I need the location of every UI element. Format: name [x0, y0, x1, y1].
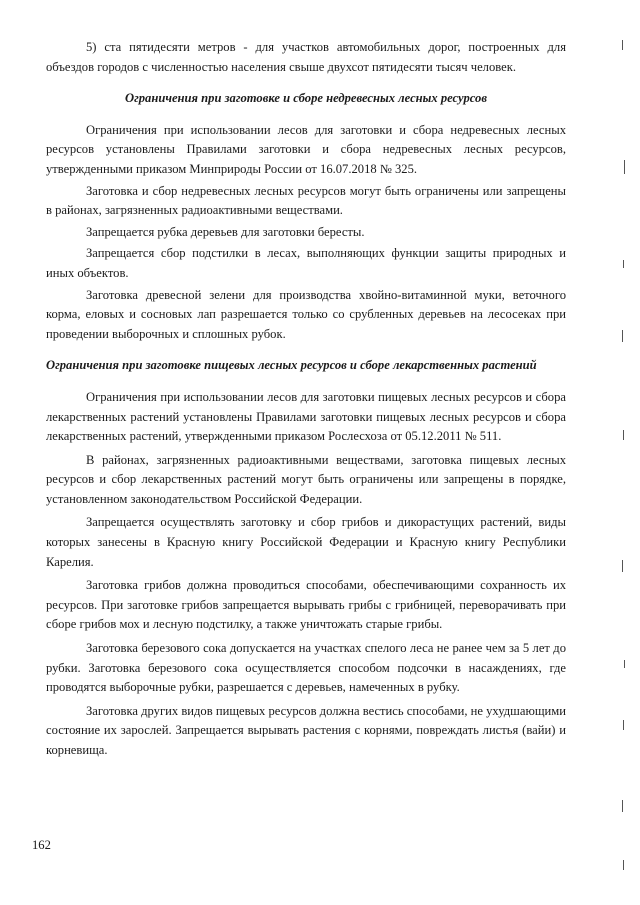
paragraph: Запрещается сбор подстилки в лесах, выполняющих функции защиты природных и иных объектов. — [46, 246, 566, 280]
paragraph: Заготовка грибов должна проводиться способами, обеспечивающими сохранность их ресурсов. При заготовке грибов запрещается вырывать грибы с грибницей, переворачивать при сборе грибов мох и лесную подстилку, а также уничтожать старые грибы. — [46, 578, 566, 632]
section-heading-nonwood: Ограничения при заготовке и сборе недревесных лесных ресурсов — [125, 91, 487, 106]
paragraph: Ограничения при использовании лесов для заготовки пищевых лесных ресурсов и сбора лекарственных растений установлены Правилами заготовки пищевых лесных ресурсов и сбора лекарственных растений, утвержденными приказом Рослесхоза от 05.12.2011 № 511. — [46, 389, 566, 444]
paragraph: В районах, загрязненных радиоактивными веществами, заготовка пищевых лесных ресурсов и сбор лекарственных растений могут быть ограничены или запрещены в порядке, установленном законодательством Российской Федерации. — [46, 452, 566, 506]
page-body — [46, 38, 566, 763]
scan-edge-marks — [610, 0, 640, 905]
section-heading-food: Ограничения при заготовке пищевых лесных ресурсов и сборе лекарственных растений — [46, 358, 537, 373]
paragraph: Заготовка березового сока допускается на участках спелого леса не ранее чем за 5 лет до рубки. Заготовка березового сока осуществляется способом подсочки в насаждениях, где проводятся выборочные рубки, разрешается с деревьев, намеченных в рубку. — [46, 641, 566, 695]
page-number: 162 — [32, 838, 51, 852]
paragraph: Ограничения при использовании лесов для заготовки и сбора недревесных лесных ресурсов установлены Правилами заготовки и сбора недревесных лесных ресурсов, утвержденными приказом Минприроды России от 16.07.2018 № 325. — [46, 122, 566, 176]
intro-paragraph: 5) ста пятидесяти метров - для участков автомобильных дорог, построенных для объездов городов с численностью населения свыше двухсот пятидесяти тысяч человек. — [46, 40, 566, 74]
paragraph: Запрещается осуществлять заготовку и сбор грибов и дикорастущих растений, виды которых занесены в Красную книгу Российской Федерации и Красную книгу Республики Карелия. — [46, 515, 566, 569]
paragraph: Заготовка других видов пищевых ресурсов должна вестись способами, не ухудшающими состояние их зарослей. Запрещается вырывать растения с корнями, повреждать листья (вайи) и корневища. — [46, 703, 566, 757]
paragraph: Заготовка и сбор недревесных лесных ресурсов могут быть ограничены или запрещены в районах, загрязненных радиоактивными веществами. — [46, 183, 566, 218]
paragraph: Запрещается рубка деревьев для заготовки бересты. — [86, 224, 365, 239]
paragraph: Заготовка древесной зелени для производства хвойно-витаминной муки, веточного корма, еловых и сосновых лап разрешается только со срубленных деревьев на лесосеках при проведении выборочных и сплошных рубок. — [46, 287, 566, 341]
